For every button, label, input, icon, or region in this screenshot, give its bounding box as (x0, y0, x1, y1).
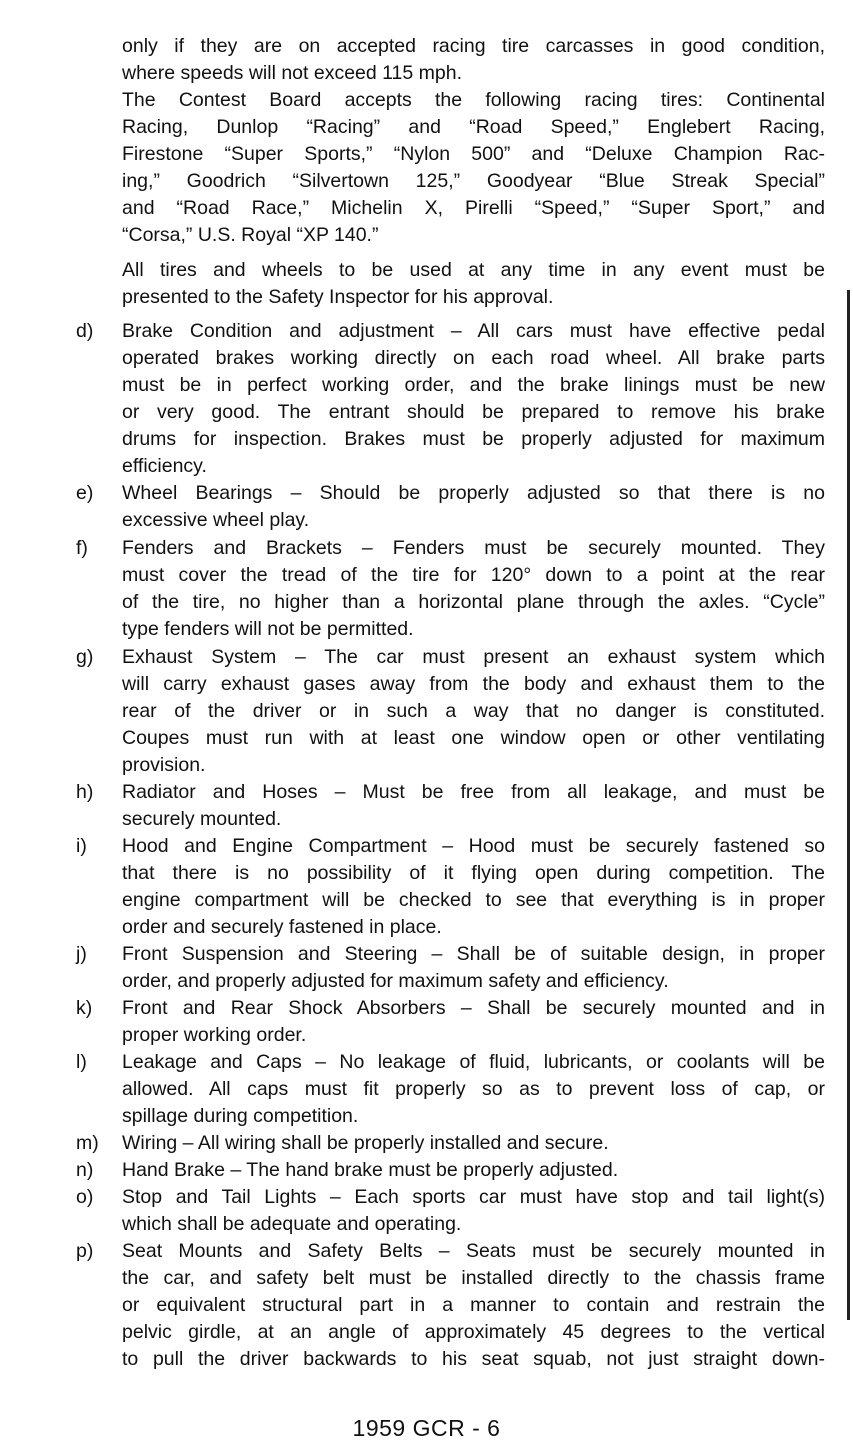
intro-line: only if they are on accepted racing tire carcasses in good condition, (122, 35, 825, 57)
item-g-line: Coupes must run with at least one window open or other ventilating (122, 727, 825, 749)
item-e-line: Wheel Bearings – Should be properly adjusted so that there is no (122, 482, 825, 504)
item-g-line: provision. (122, 754, 206, 776)
item-k-line: Front and Rear Shock Absorbers – Shall be securely mounted and in (122, 997, 825, 1019)
item-label-m: m) (76, 1132, 99, 1154)
item-l-line: allowed. All caps must fit properly so as to prevent loss of cap, or (122, 1078, 825, 1100)
item-j-line: Front Suspension and Steering – Shall be of suitable design, in proper (122, 943, 825, 965)
scan-edge-mark (847, 290, 850, 1320)
item-label-o: o) (76, 1186, 94, 1208)
intro-line: Firestone “Super Sports,” “Nylon 500” and “Deluxe Champion Rac- (122, 143, 825, 165)
item-p-line: to pull the driver backwards to his seat squab, not just straight down- (122, 1348, 825, 1370)
intro-line: “Corsa,” U.S. Royal “XP 140.” (122, 224, 379, 246)
intro-line: ing,” Goodrich “Silvertown 125,” Goodyear “Blue Streak Special” (122, 170, 825, 192)
item-g-line: Exhaust System – The car must present an exhaust system which (122, 646, 825, 668)
item-label-n: n) (76, 1159, 94, 1181)
item-d-line: operated brakes working directly on each road wheel. All brake parts (122, 347, 825, 369)
item-i-line: engine compartment will be checked to see that everything is in proper (122, 889, 825, 911)
item-l-line: spillage during competition. (122, 1105, 359, 1127)
item-label-k: k) (76, 997, 93, 1019)
item-label-f: f) (76, 537, 88, 559)
item-i-line: that there is no possibility of it flying open during competition. The (122, 862, 825, 884)
item-label-h: h) (76, 781, 94, 803)
item-o-line: which shall be adequate and operating. (122, 1213, 462, 1235)
item-label-i: i) (76, 835, 87, 857)
intro-line: presented to the Safety Inspector for his approval. (122, 286, 554, 308)
item-d-line: drums for inspection. Brakes must be properly adjusted for maximum (122, 428, 825, 450)
item-l-line: Leakage and Caps – No leakage of fluid, lubricants, or coolants will be (122, 1051, 825, 1073)
item-k-line: proper working order. (122, 1024, 307, 1046)
item-label-d: d) (76, 320, 94, 342)
item-p-line: Seat Mounts and Safety Belts – Seats must be securely mounted in (122, 1240, 825, 1262)
item-d-line: efficiency. (122, 455, 207, 477)
item-label-p: p) (76, 1240, 94, 1262)
intro-line: The Contest Board accepts the following racing tires: Continental (122, 89, 825, 111)
item-d-line: or very good. The entrant should be prepared to remove his brake (122, 401, 825, 423)
intro-line: All tires and wheels to be used at any time in any event must be (122, 259, 825, 281)
item-p-line: or equivalent structural part in a manner to contain and restrain the (122, 1294, 825, 1316)
item-h-line: Radiator and Hoses – Must be free from all leakage, and must be (122, 781, 825, 803)
item-n-line: Hand Brake – The hand brake must be properly adjusted. (122, 1159, 619, 1181)
intro-line: Racing, Dunlop “Racing” and “Road Speed,” Englebert Racing, (122, 116, 825, 138)
item-i-line: Hood and Engine Compartment – Hood must be securely fastened so (122, 835, 825, 857)
item-f-line: of the tire, no higher than a horizontal plane through the axles. “Cycle” (122, 591, 825, 613)
item-g-line: rear of the driver or in such a way that no danger is constituted. (122, 700, 825, 722)
item-i-line: order and securely fastened in place. (122, 916, 442, 938)
item-label-e: e) (76, 482, 94, 504)
item-f-line: must cover the tread of the tire for 120° down to a point at the rear (122, 564, 825, 586)
item-g-line: will carry exhaust gases away from the body and exhaust them to the (122, 673, 825, 695)
item-label-l: l) (76, 1051, 87, 1073)
item-p-line: pelvic girdle, at an angle of approximately 45 degrees to the vertical (122, 1321, 825, 1343)
intro-line: and “Road Race,” Michelin X, Pirelli “Speed,” “Super Sport,” and (122, 197, 825, 219)
item-label-g: g) (76, 646, 94, 668)
item-f-line: type fenders will not be permitted. (122, 618, 414, 640)
item-j-line: order, and properly adjusted for maximum safety and efficiency. (122, 970, 669, 992)
item-d-line: Brake Condition and adjustment – All cars must have effective pedal (122, 320, 825, 342)
item-label-j: j) (76, 943, 87, 965)
item-o-line: Stop and Tail Lights – Each sports car must have stop and tail light(s) (122, 1186, 825, 1208)
intro-line: where speeds will not exceed 115 mph. (122, 62, 463, 84)
item-h-line: securely mounted. (122, 808, 282, 830)
item-p-line: the car, and safety belt must be installed directly to the chassis frame (122, 1267, 825, 1289)
item-m-line: Wiring – All wiring shall be properly installed and secure. (122, 1132, 609, 1154)
item-e-line: excessive wheel play. (122, 509, 310, 531)
item-d-line: must be in perfect working order, and the brake linings must be new (122, 374, 825, 396)
item-f-line: Fenders and Brackets – Fenders must be securely mounted. They (122, 537, 825, 559)
page-number: 1959 GCR - 6 (352, 1415, 501, 1441)
